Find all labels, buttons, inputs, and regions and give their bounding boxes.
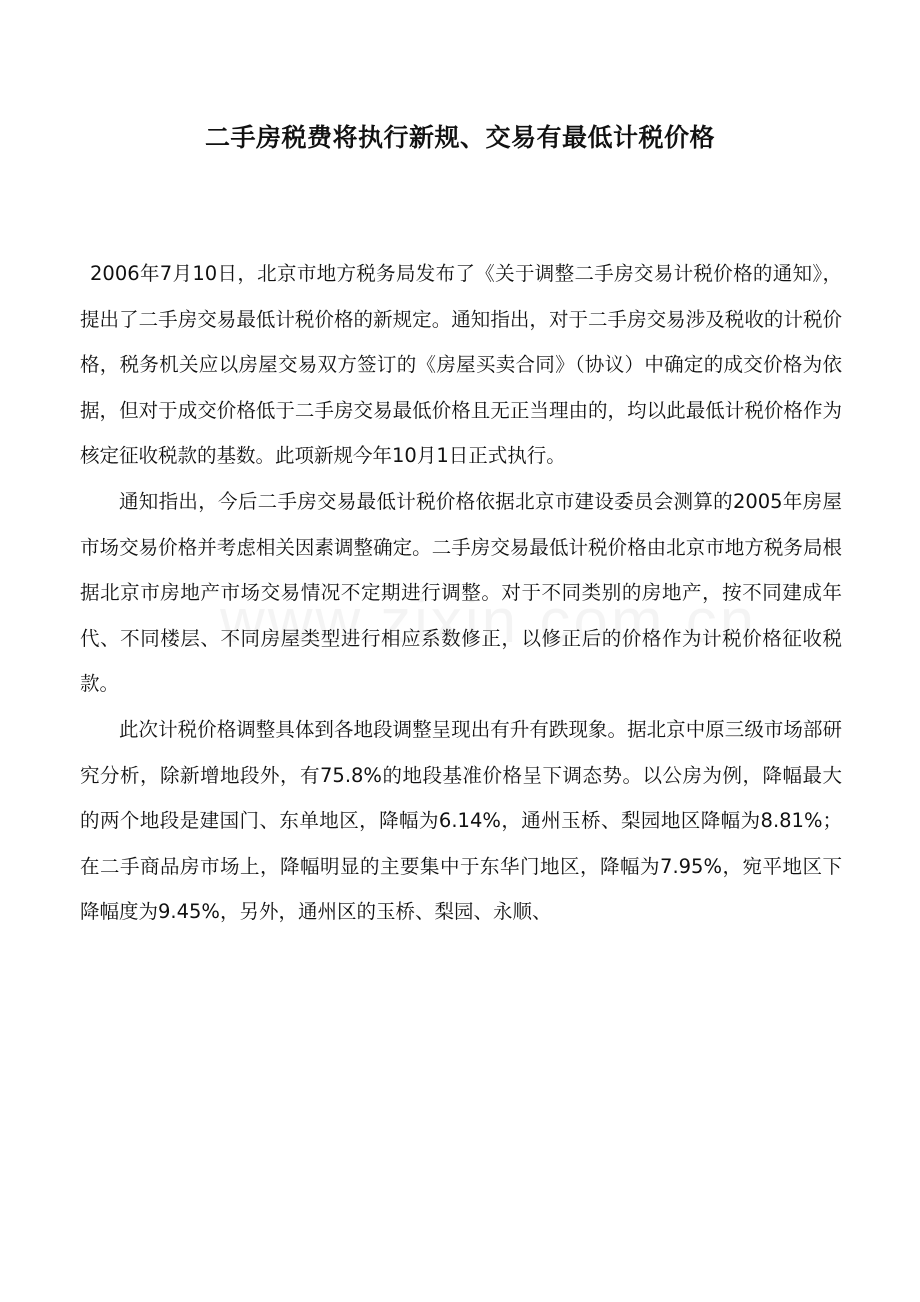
- document-title: 二手房税费将执行新规、交易有最低计税价格: [204, 123, 715, 152]
- paragraph-2: 通知指出，今后二手房交易最低计税价格依据北京市建设委员会测算的2005年房屋市场交易价格并考虑相关因素调整确定。二手房交易最低计税价格由北京市地方税务局根据北京市房地产市场交易情况不定期进行调整。对于不同类别的房地产，按不同建成年代、不同楼层、不同房屋类型进行相应系数修正，以修正后的价格作为计税价格征收税款。: [80, 489, 842, 696]
- paragraph-3: 此次计税价格调整具体到各地段调整呈现出有升有跌现象。据北京中原三级市场部研究分析，除新增地段外，有75.8%的地段基准价格呈下调态势。以公房为例，降幅最大的两个地段是建国门、东单地区，降幅为6.14%，通州玉桥、梨园地区降幅为8.81%；在二手商品房市场上，降幅明显的主要集中于东华门地区，降幅为7.95%，宛平地区下降幅度为9.45%，另外，通州区的玉桥、梨园、永顺、: [80, 717, 842, 924]
- document-body: [80, 251, 842, 935]
- paragraph-1: 2006年7月10日，北京市地方税务局发布了《关于调整二手房交易计税价格的通知》，提出了二手房交易最低计税价格的新规定。通知指出，对于二手房交易涉及税收的计税价格，税务机关应以房屋交易双方签订的《房屋买卖合同》（协议）中确定的成交价格为依据，但对于成交价格低于二手房交易最低价格且无正当理由的，均以此最低计税价格作为核定征收税款的基数。此项新规今年10月1日正式执行。: [80, 262, 842, 468]
